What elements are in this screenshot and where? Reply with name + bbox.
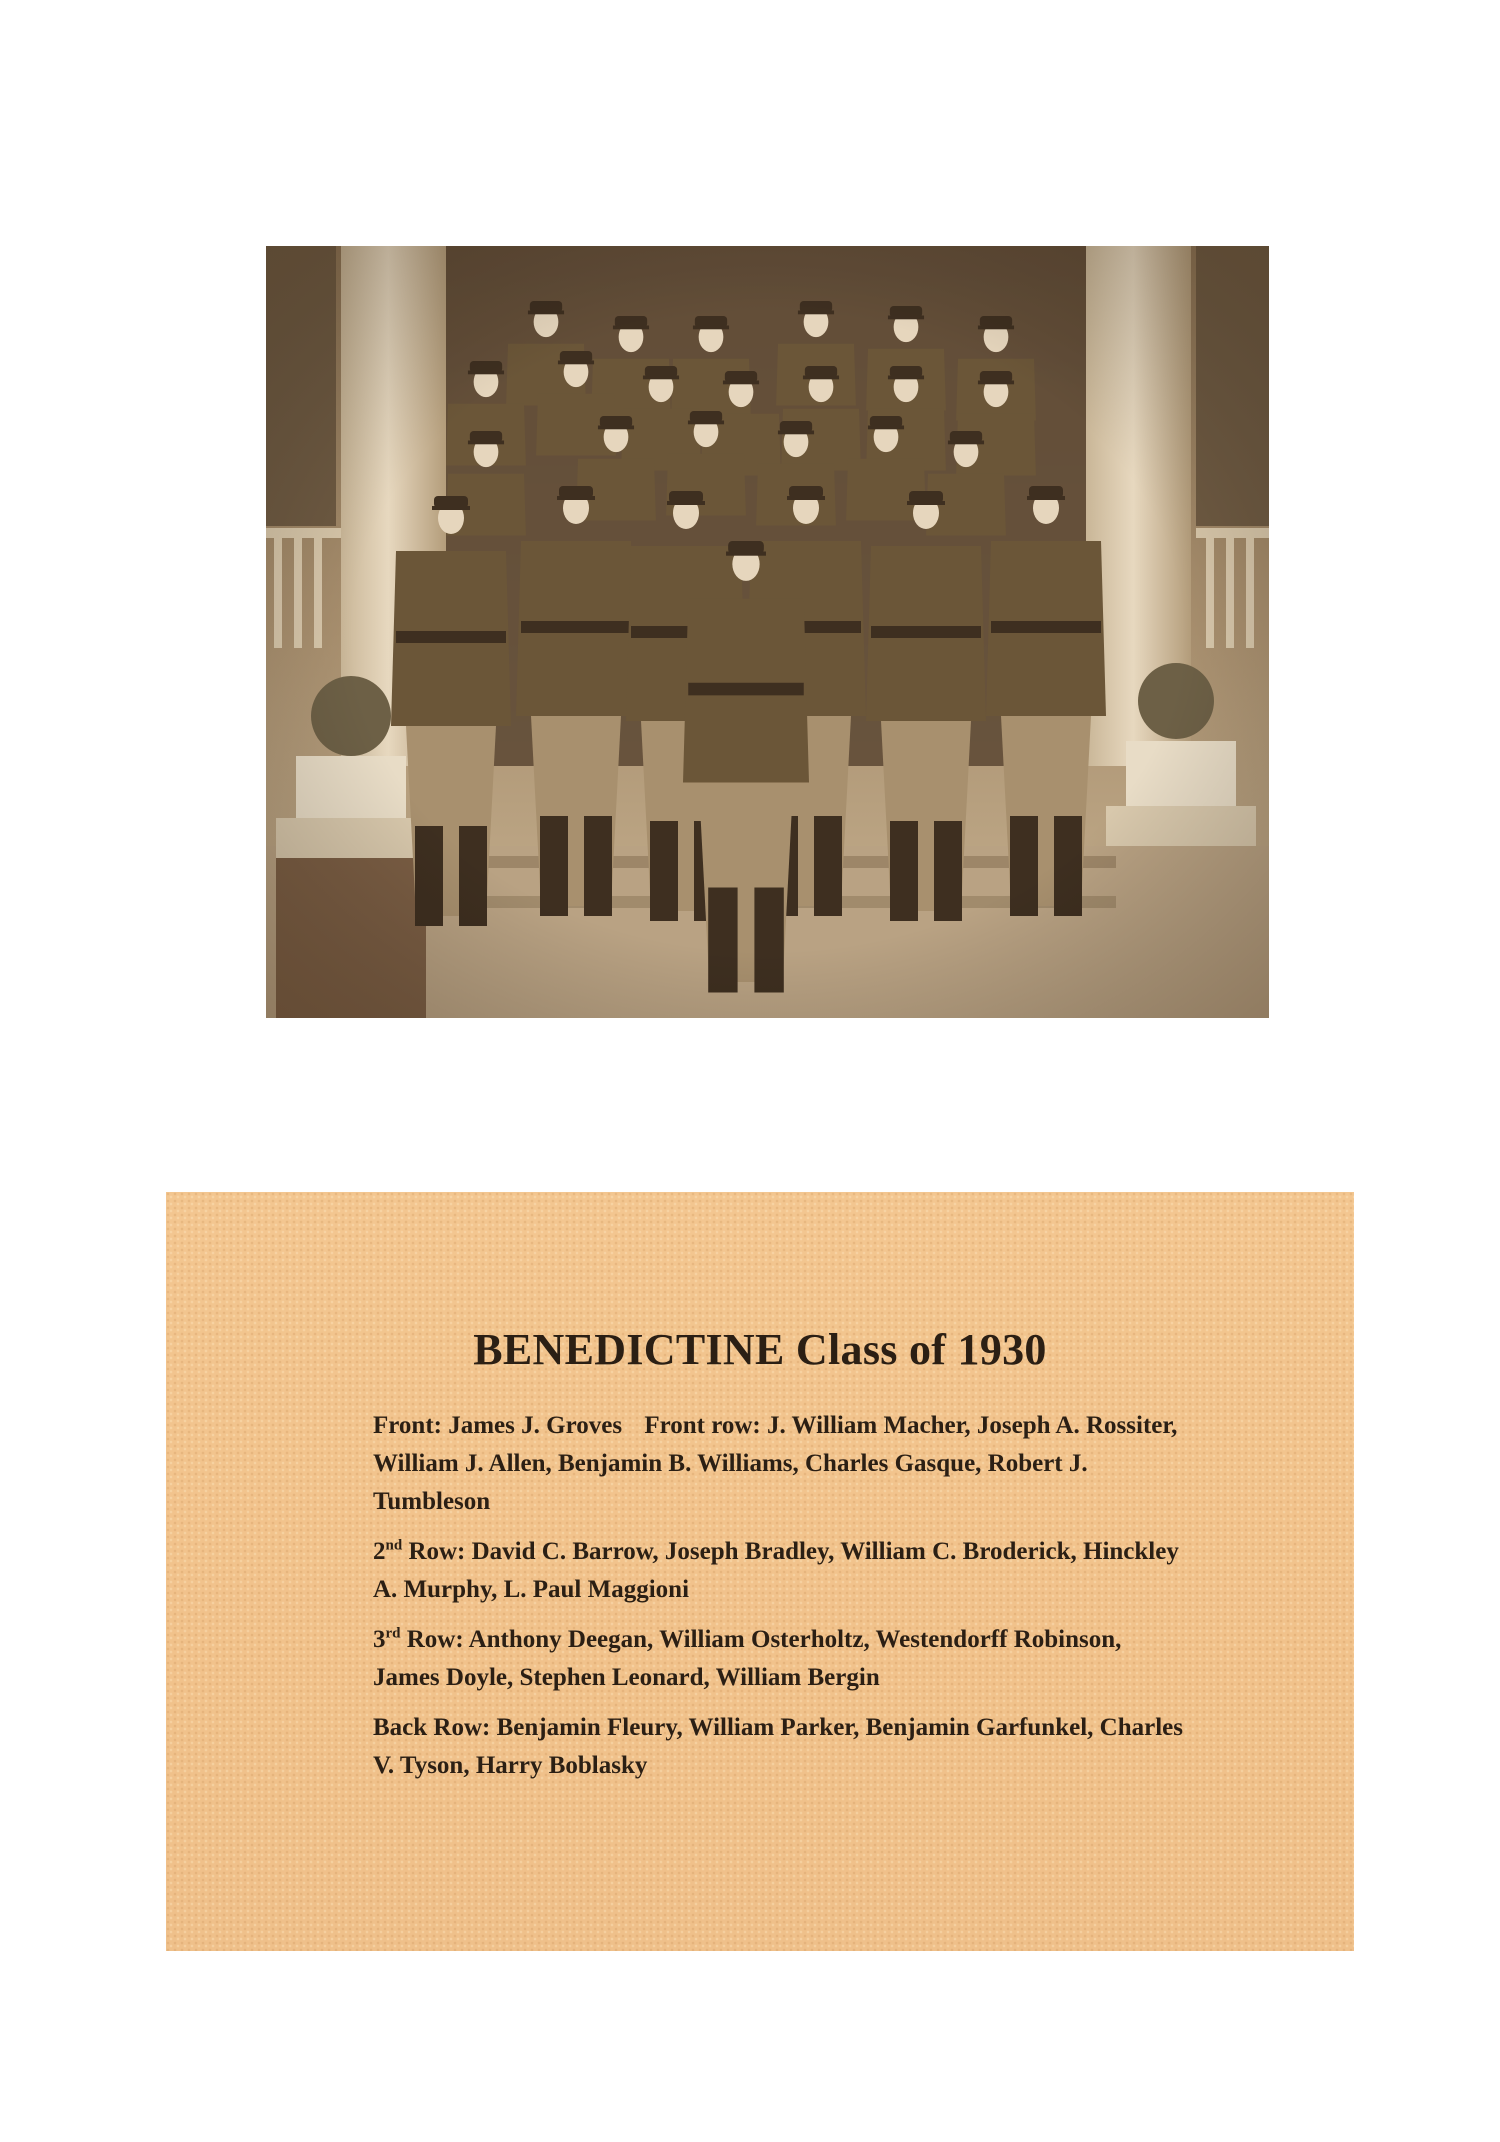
- third-row-paragraph: [373, 1621, 1193, 1697]
- second-row-ordinal: 2: [373, 1538, 386, 1565]
- caption-card: [166, 1192, 1354, 1951]
- front-row-paragraph: [373, 1407, 1193, 1521]
- second-row-paragraph: [373, 1533, 1193, 1609]
- caption-text: [373, 1407, 1193, 1797]
- back-row-names: Benjamin Fleury, William Parker, Benjamin Garfunkel, Charles V. Tyson, Harry Boblasky: [373, 1714, 1183, 1779]
- class-photograph: [266, 246, 1269, 1018]
- back-row-paragraph: [373, 1709, 1193, 1785]
- front-name: James J. Groves: [448, 1412, 623, 1439]
- front-row-names: J. William Macher, Joseph A. Rossiter, William J. Allen, Benjamin B. Williams, Charles Gasque, Robert J. Tumbleson: [373, 1412, 1178, 1515]
- back-row-label: Back Row:: [373, 1714, 491, 1741]
- front-row-label: Front row:: [644, 1412, 761, 1439]
- card-title: BENEDICTINE Class of 1930: [473, 1325, 1047, 1374]
- front-label: Front:: [373, 1412, 442, 1439]
- second-row-suffix: nd: [385, 1537, 403, 1554]
- third-row-names: Anthony Deegan, William Osterholtz, Westendorff Robinson, James Doyle, Stephen Leonard, William Bergin: [373, 1626, 1122, 1691]
- third-row-ordinal: 3: [373, 1626, 386, 1653]
- sepia-photo-image: [266, 246, 1269, 1018]
- third-row-label: Row:: [406, 1626, 464, 1653]
- third-row-suffix: rd: [385, 1625, 401, 1642]
- second-row-label: Row:: [408, 1538, 466, 1565]
- second-row-names: David C. Barrow, Joseph Bradley, William C. Broderick, Hinckley A. Murphy, L. Paul Maggioni: [373, 1538, 1179, 1603]
